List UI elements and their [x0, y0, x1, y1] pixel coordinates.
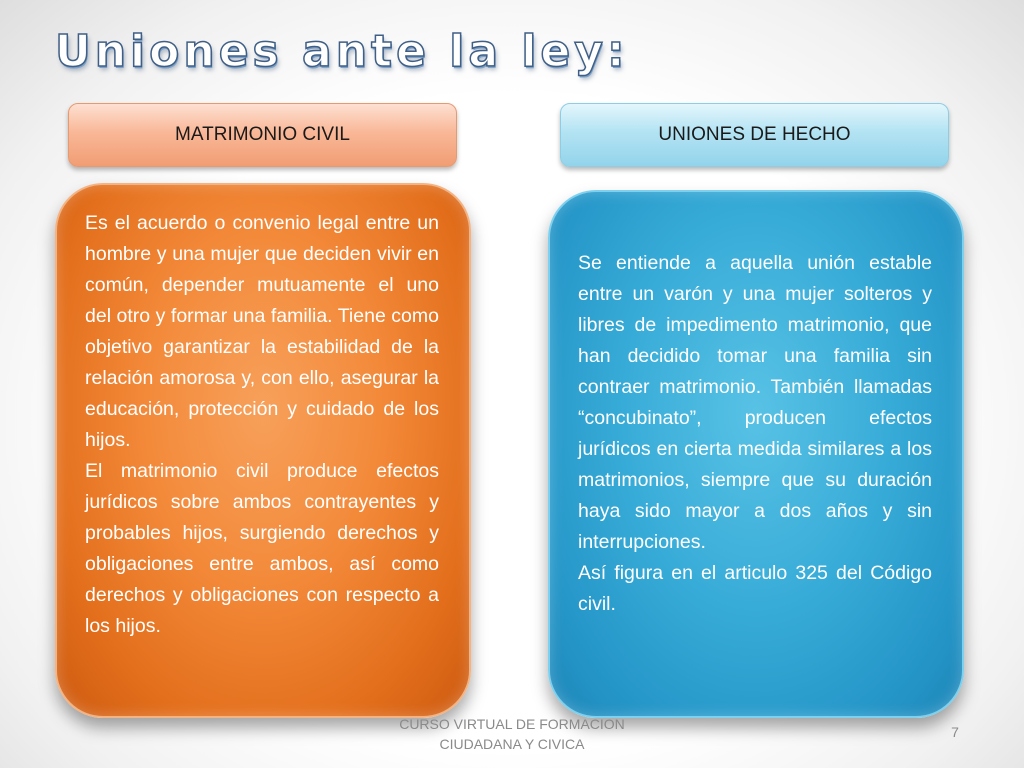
header-matrimonio-civil — [68, 103, 457, 167]
header-matrimonio-civil-label: MATRIMONIO CIVIL — [175, 124, 350, 145]
matrimonio-effects-paragraph: El matrimonio civil produce efectos jurídicos sobre ambos contrayentes y probables hijos, surgiendo derechos y obligaciones entre ambos, así como derechos y obligaciones con respecto a los hijos. — [85, 460, 439, 637]
slide-title: Uniones ante la ley: — [55, 26, 629, 77]
header-uniones-de-hecho-label: UNIONES DE HECHO — [658, 124, 851, 145]
page-number: 7 — [951, 724, 959, 740]
header-uniones-de-hecho — [560, 103, 949, 167]
matrimonio-civil-card — [55, 183, 471, 718]
footer-course-line-1: CURSO VIRTUAL DE FORMACION — [399, 716, 625, 732]
matrimonio-definition-paragraph: Es el acuerdo o convenio legal entre un hombre y una mujer que deciden vivir en común, depender mutuamente el uno del otro y formar una familia. Tiene como objetivo garantizar la estabilidad de la relación amorosa y, con ello, asegurar la educación, protección y cuidado de los hijos. — [85, 212, 439, 451]
uniones-definition-paragraph: Se entiende a aquella unión estable entre un varón y una mujer solteros y libres de impedimento matrimonio, que han decidido tomar una familia sin contraer matrimonio. También llamadas “concubinato”, producen efectos jurídicos en cierta medida similares a los matrimonios, siempre que su duración haya sido mayor a dos años y sin interrupciones. — [578, 252, 932, 553]
uniones-article-paragraph: Así figura en el articulo 325 del Código civil. — [578, 562, 932, 615]
footer-course-name — [372, 714, 652, 754]
footer-course-line-2: CIUDADANA Y CIVICA — [439, 736, 585, 752]
uniones-de-hecho-card — [548, 190, 964, 718]
